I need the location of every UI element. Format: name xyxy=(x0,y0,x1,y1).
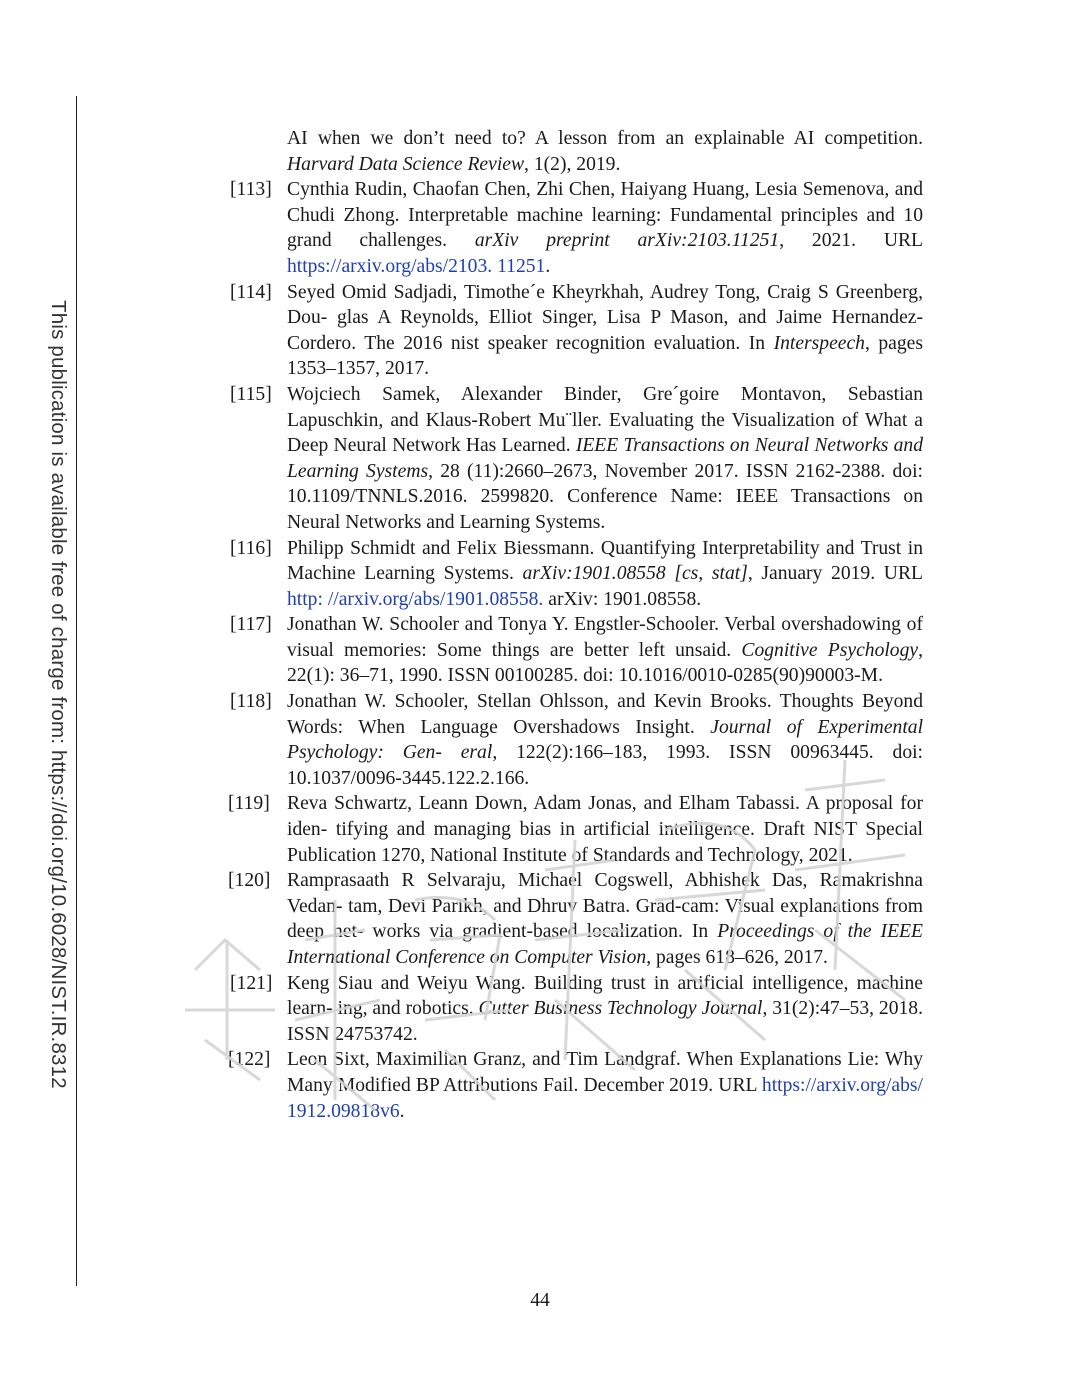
reference-segment: Seyed Omid Sadjadi, Timothe´e Kheyrkhah, Audrey Tong, Craig S Greenberg, Dou- glas A Reynolds, Elliot Singer, Lisa P Mason, and Jaime Hernandez-Cordero. The 2016 nist speaker recognition evaluation. In xyxy=(287,281,923,354)
reference-entry xyxy=(230,382,923,536)
reference-number: [117] xyxy=(230,614,272,636)
reference-venue: arXiv:1901.08558 [cs, stat] xyxy=(522,563,748,585)
reference-segment: Jonathan W. Schooler, Stellan Ohlsson, and Kevin Brooks. Thoughts Beyond Words: When Language Overshadows Insight. xyxy=(287,691,923,738)
availability-notice xyxy=(40,300,70,1100)
reference-entry xyxy=(230,689,923,791)
reference-segment: Philipp Schmidt and Felix Biessmann. Quantifying Interpretability and Trust in Machine Learning Systems. xyxy=(287,537,923,585)
reference-number: [118] xyxy=(230,691,272,713)
reference-url-link[interactable]: https://arxiv.org/abs/ 1912.09818v6 xyxy=(287,1074,923,1122)
reference-segment: Cynthia Rudin, Chaofan Chen, Zhi Chen, Haiyang Huang, Lesia Semenova, and Chudi Zhong. Interpretable machine learning: Fundamental principles and 10 grand challenges. xyxy=(287,179,923,252)
reference-venue: Cognitive Psychology xyxy=(741,639,919,661)
reference-entry xyxy=(230,971,923,1048)
margin-rule xyxy=(76,96,77,1286)
reference-venue: Interspeech xyxy=(773,332,865,354)
availability-notice-text: This publication is available free of charge from: https://doi.org/10.6028/NIST.IR.8312 xyxy=(47,300,70,1089)
reference-text xyxy=(287,868,923,970)
reference-text xyxy=(287,971,923,1048)
reference-segment: Keng Siau and Weiyu Wang. Building trust in artificial intelligence, machine learn- ing, and robotics. xyxy=(287,972,923,1020)
reference-number: [119] xyxy=(228,793,270,815)
reference-url-link[interactable]: http: //arxiv.org/abs/1901.08558. xyxy=(287,588,544,610)
reference-segment: , 28 (11):2660–2673, November 2017. ISSN 2162-2388. doi: 10.1109/TNNLS.2016. 2599820. Conference Name: IEEE Transactions on Neural Networks and Learning Systems. xyxy=(287,460,923,533)
reference-segment: Reva Schwartz, Leann Down, Adam Jonas, and Elham Tabassi. A proposal for iden- tifying and managing bias in artificial intelligence. Draft NIST Special Publication 1270, National Institute of Standards and Technology, 2021. xyxy=(287,793,923,866)
reference-entry xyxy=(230,612,923,689)
reference-number: [116] xyxy=(230,537,272,559)
reference-text xyxy=(287,1047,923,1124)
reference-segment: , 31(2):47–53, 2018. ISSN 24753742. xyxy=(287,998,924,1045)
reference-segment: , pages 618–626, 2017. xyxy=(646,947,828,968)
reference-number: [121] xyxy=(230,972,273,994)
reference-segment: Jonathan W. Schooler and Tonya Y. Engstler-Schooler. Verbal overshadowing of visual memories: Some things are better left unsaid. xyxy=(287,614,923,661)
reference-text xyxy=(287,791,923,868)
reference-list xyxy=(230,126,923,1124)
reference-segment: , 2021. URL xyxy=(779,230,923,252)
reference-segment: , pages 1353–1357, 2017. xyxy=(287,332,923,380)
reference-entry xyxy=(230,868,923,970)
reference-venue: Journal of Experimental Psychology: Gen- eral xyxy=(287,716,924,764)
reference-text xyxy=(287,126,923,177)
reference-segment: AI when we don’t need to? A lesson from an explainable AI competition. xyxy=(287,128,923,149)
reference-entry xyxy=(230,1047,923,1124)
reference-number: [122] xyxy=(228,1049,271,1071)
reference-entry xyxy=(230,126,923,177)
reference-number: [114] xyxy=(230,281,272,303)
reference-venue: Proceedings of the IEEE International Conference on Computer Vision xyxy=(287,921,923,968)
reference-text xyxy=(287,689,923,791)
reference-segment: , January 2019. URL xyxy=(747,563,923,585)
reference-segment: , 1(2), 2019. xyxy=(524,153,621,175)
reference-number: [115] xyxy=(230,383,272,405)
reference-segment: . xyxy=(545,255,551,277)
reference-segment: , 122(2):166–183, 1993. ISSN 00963445. doi: 10.1037/0096-3445.122.2.166. xyxy=(287,742,924,789)
reference-venue: IEEE Transactions on Neural Networks and Learning Systems xyxy=(287,435,923,482)
reference-entry xyxy=(230,177,923,279)
reference-segment: arXiv: 1901.08558. xyxy=(543,588,702,610)
reference-segment: , 22(1): 36–71, 1990. ISSN 00100285. doi: 10.1016/0010-0285(90)90003-M. xyxy=(287,639,924,687)
reference-number: [113] xyxy=(230,179,272,201)
reference-segment: Ramprasaath R Selvaraju, Michael Cogswell, Abhishek Das, Ramakrishna Vedan- tam, Devi Parikh, and Dhruv Batra. Grad-cam: Visual explanations from deep net- works via gradient-based localization. In xyxy=(287,870,923,943)
reference-text xyxy=(287,280,923,382)
page-number: 44 xyxy=(530,1290,550,1311)
reference-number: [120] xyxy=(228,870,271,892)
reference-url-link[interactable]: https://arxiv.org/abs/2103. 11251 xyxy=(287,255,546,277)
reference-text xyxy=(287,177,923,279)
reference-text xyxy=(287,382,923,536)
reference-entry xyxy=(230,791,923,868)
reference-entry xyxy=(230,280,923,382)
reference-venue: Harvard Data Science Review xyxy=(287,153,525,175)
reference-segment: Wojciech Samek, Alexander Binder, Gre´goire Montavon, Sebastian Lapuschkin, and Klaus-Robert Mu¨ller. Evaluating the Visualization of What a Deep Neural Network Has Learned. xyxy=(287,383,923,457)
reference-segment: . xyxy=(399,1100,405,1122)
reference-segment: Leon Sixt, Maximilian Granz, and Tim Landgraf. When Explanations Lie: Why Many Modified BP Attributions Fail. December 2019. URL xyxy=(287,1049,923,1096)
reference-text xyxy=(287,536,923,613)
reference-text xyxy=(287,612,923,689)
reference-venue: Cutter Business Technology Journal xyxy=(478,998,763,1020)
reference-entry xyxy=(230,536,923,613)
reference-venue: arXiv preprint arXiv:2103.11251 xyxy=(474,230,780,252)
